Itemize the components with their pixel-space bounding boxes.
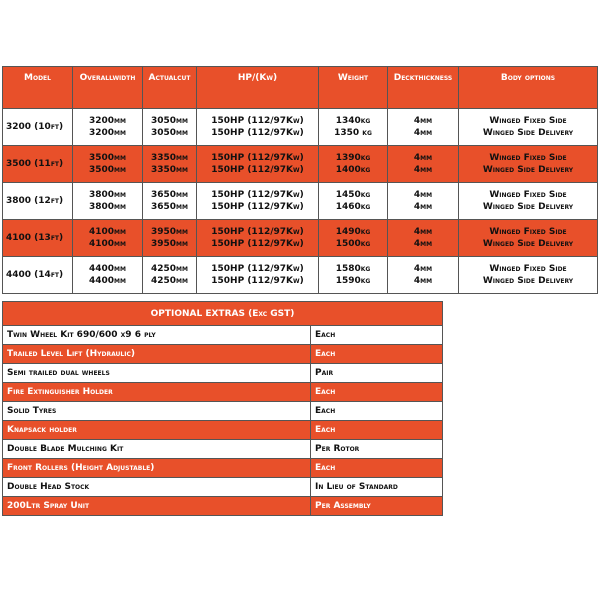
extras-item: Trailed Level Lift (Hydraulic) <box>3 345 311 364</box>
cell-weight-line: 1450kg <box>335 190 371 200</box>
cell-deck-thickness-line: 4mm <box>413 227 433 237</box>
cell-weight-line: 1580kg <box>335 264 371 274</box>
optional-extras-table <box>2 301 443 516</box>
extras-header-row <box>3 302 443 326</box>
cell-deck-thickness-line: 4mm <box>413 153 433 163</box>
extras-unit: Per Assembly <box>311 497 443 516</box>
cell-weight-line: 1400kg <box>335 165 371 175</box>
cell-actual-cut <box>143 220 197 257</box>
cell-deck-thickness-line: 4mm <box>413 116 433 126</box>
cell-overall-width-line: 3800mm <box>89 190 126 200</box>
cell-hp-line: 150HP (112/97Kw) <box>211 276 304 286</box>
cell-model: 3800 (12ft) <box>3 183 73 220</box>
cell-weight-line: 1460kg <box>335 202 371 212</box>
cell-overall-width <box>73 257 143 294</box>
cell-overall-width <box>73 220 143 257</box>
cell-overall-width-line: 4100mm <box>89 239 126 249</box>
extras-item: Double Head Stock <box>3 478 311 497</box>
extras-unit: Each <box>311 345 443 364</box>
cell-body-options <box>459 220 598 257</box>
extras-title: OPTIONAL EXTRAS (Exc GST) <box>3 302 443 326</box>
cell-overall-width-line: 4100mm <box>89 227 126 237</box>
header-hp: HP/(Kw) <box>197 67 319 109</box>
header-overall-width: Overallwidth <box>73 67 143 109</box>
cell-deck-thickness-line: 4mm <box>413 239 433 249</box>
cell-overall-width-line: 3200mm <box>89 116 126 126</box>
spec-row <box>3 146 598 183</box>
cell-overall-width <box>73 146 143 183</box>
cell-overall-width-line: 4400mm <box>89 276 126 286</box>
header-actual-cut: Actualcut <box>143 67 197 109</box>
cell-actual-cut-line: 3050mm <box>151 128 188 138</box>
cell-body-options-line: Winged Side Delivery <box>482 202 574 212</box>
extras-row <box>3 497 443 516</box>
cell-actual-cut-line: 3650mm <box>151 202 188 212</box>
extras-unit: Each <box>311 421 443 440</box>
extras-item: Double Blade Mulching Kit <box>3 440 311 459</box>
cell-weight-line: 1590kg <box>335 276 371 286</box>
cell-hp <box>197 146 319 183</box>
extras-item: 200Ltr Spray Unit <box>3 497 311 516</box>
extras-row <box>3 345 443 364</box>
cell-body-options-line: Winged Fixed Side <box>489 264 567 274</box>
cell-weight <box>319 257 388 294</box>
cell-hp-line: 150HP (112/97Kw) <box>211 153 304 163</box>
cell-body-options-line: Winged Side Delivery <box>482 128 574 138</box>
cell-deck-thickness <box>388 109 459 146</box>
cell-body-options-line: Winged Side Delivery <box>482 239 574 249</box>
cell-body-options-line: Winged Fixed Side <box>489 116 567 126</box>
cell-hp-line: 150HP (112/97Kw) <box>211 128 304 138</box>
cell-actual-cut <box>143 183 197 220</box>
cell-overall-width-line: 3500mm <box>89 165 126 175</box>
header-deck-thickness: Deckthickness <box>388 67 459 109</box>
cell-deck-thickness <box>388 257 459 294</box>
extras-item: Twin Wheel Kit 690/600 x9 6 ply <box>3 326 311 345</box>
cell-deck-thickness-line: 4mm <box>413 190 433 200</box>
cell-weight <box>319 220 388 257</box>
extras-row <box>3 421 443 440</box>
cell-actual-cut-line: 3650mm <box>151 190 188 200</box>
cell-model: 4100 (13ft) <box>3 220 73 257</box>
extras-unit: Each <box>311 459 443 478</box>
cell-hp-line: 150HP (112/97Kw) <box>211 116 304 126</box>
cell-body-options-line: Winged Side Delivery <box>482 165 574 175</box>
spec-row <box>3 257 598 294</box>
extras-item: Knapsack holder <box>3 421 311 440</box>
extras-row <box>3 364 443 383</box>
cell-actual-cut-line: 3050mm <box>151 116 188 126</box>
cell-actual-cut-line: 3950mm <box>151 227 188 237</box>
spec-row <box>3 109 598 146</box>
cell-overall-width-line: 3800mm <box>89 202 126 212</box>
cell-hp-line: 150HP (112/97Kw) <box>211 264 304 274</box>
extras-item: Fire Extinguisher Holder <box>3 383 311 402</box>
cell-actual-cut-line: 4250mm <box>151 276 188 286</box>
cell-actual-cut-line: 3350mm <box>151 165 188 175</box>
cell-body-options-line: Winged Fixed Side <box>489 227 567 237</box>
cell-body-options-line: Winged Side Delivery <box>482 276 574 286</box>
cell-body-options <box>459 257 598 294</box>
cell-model: 4400 (14ft) <box>3 257 73 294</box>
cell-weight-line: 1490kg <box>335 227 371 237</box>
header-body-options: Body options <box>459 67 598 109</box>
cell-weight-line: 1350 kg <box>334 128 372 138</box>
extras-item: Solid Tyres <box>3 402 311 421</box>
extras-unit: In Lieu of Standard <box>311 478 443 497</box>
cell-actual-cut-line: 4250mm <box>151 264 188 274</box>
cell-weight-line: 1500kg <box>335 239 371 249</box>
cell-deck-thickness-line: 4mm <box>413 165 433 175</box>
header-model: Model <box>3 67 73 109</box>
extras-row <box>3 478 443 497</box>
extras-item: Semi trailed dual wheels <box>3 364 311 383</box>
cell-overall-width <box>73 183 143 220</box>
cell-weight <box>319 183 388 220</box>
cell-body-options-line: Winged Fixed Side <box>489 153 567 163</box>
extras-unit: Per Rotor <box>311 440 443 459</box>
cell-overall-width-line: 3500mm <box>89 153 126 163</box>
cell-deck-thickness <box>388 146 459 183</box>
cell-hp <box>197 220 319 257</box>
cell-hp-line: 150HP (112/97Kw) <box>211 202 304 212</box>
cell-hp <box>197 183 319 220</box>
cell-deck-thickness <box>388 220 459 257</box>
spec-row <box>3 183 598 220</box>
extras-row <box>3 383 443 402</box>
cell-weight-line: 1390kg <box>335 153 371 163</box>
cell-body-options-line: Winged Fixed Side <box>489 190 567 200</box>
spec-row <box>3 220 598 257</box>
extras-unit: Each <box>311 402 443 421</box>
cell-hp-line: 150HP (112/97Kw) <box>211 165 304 175</box>
cell-model: 3500 (11ft) <box>3 146 73 183</box>
cell-weight-line: 1340kg <box>335 116 371 126</box>
cell-overall-width <box>73 109 143 146</box>
cell-actual-cut <box>143 146 197 183</box>
extras-row <box>3 326 443 345</box>
extras-item: Front Rollers (Height Adjustable) <box>3 459 311 478</box>
extras-unit: Each <box>311 326 443 345</box>
cell-overall-width-line: 4400mm <box>89 264 126 274</box>
cell-deck-thickness-line: 4mm <box>413 128 433 138</box>
cell-actual-cut <box>143 257 197 294</box>
cell-hp-line: 150HP (112/97Kw) <box>211 227 304 237</box>
cell-weight <box>319 109 388 146</box>
cell-overall-width-line: 3200mm <box>89 128 126 138</box>
cell-model: 3200 (10ft) <box>3 109 73 146</box>
cell-hp <box>197 109 319 146</box>
cell-hp-line: 150HP (112/97Kw) <box>211 239 304 249</box>
spec-table <box>2 66 598 294</box>
cell-hp-line: 150HP (112/97Kw) <box>211 190 304 200</box>
cell-actual-cut-line: 3950mm <box>151 239 188 249</box>
cell-actual-cut-line: 3350mm <box>151 153 188 163</box>
cell-weight <box>319 146 388 183</box>
cell-deck-thickness-line: 4mm <box>413 276 433 286</box>
extras-row <box>3 459 443 478</box>
cell-hp <box>197 257 319 294</box>
extras-row <box>3 440 443 459</box>
cell-actual-cut <box>143 109 197 146</box>
extras-unit: Each <box>311 383 443 402</box>
cell-body-options <box>459 183 598 220</box>
cell-deck-thickness-line: 4mm <box>413 264 433 274</box>
cell-deck-thickness <box>388 183 459 220</box>
cell-body-options <box>459 109 598 146</box>
extras-row <box>3 402 443 421</box>
cell-deck-thickness-line: 4mm <box>413 202 433 212</box>
cell-body-options <box>459 146 598 183</box>
extras-unit: Pair <box>311 364 443 383</box>
spec-header-row <box>3 67 598 109</box>
header-weight: Weight <box>319 67 388 109</box>
